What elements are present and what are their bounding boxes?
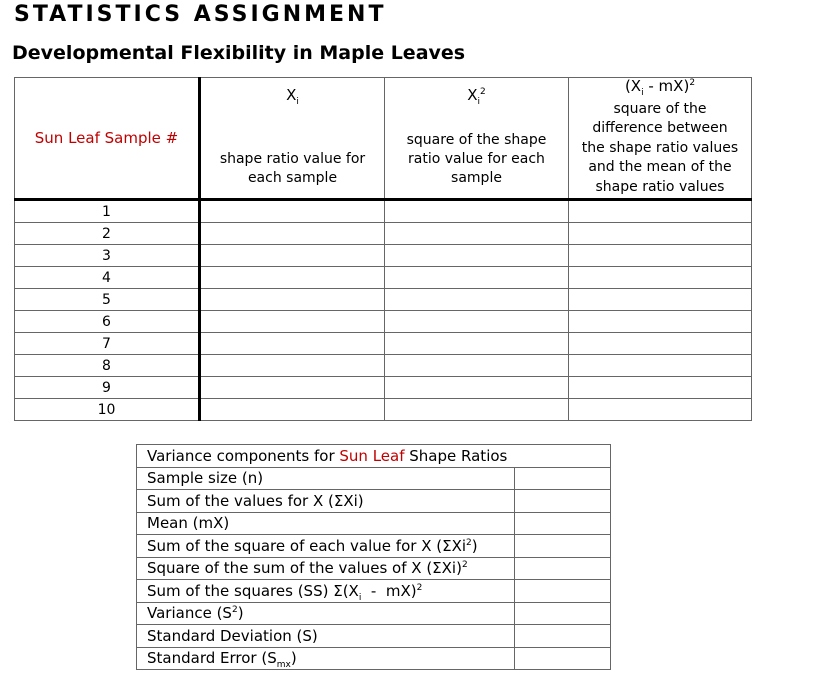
variance-row — [137, 490, 611, 513]
xi-cell[interactable] — [200, 311, 385, 333]
label-sum-values: Sum of the values for X (ΣXi) — [137, 490, 515, 513]
xi-symbol: $X_i$ — [286, 86, 299, 107]
deviation-squared-cell[interactable] — [569, 267, 752, 289]
value-cell-standard-deviation[interactable] — [515, 625, 611, 648]
table-row — [15, 223, 752, 245]
label-standard-error: Standard Error $(S_{mx})$ — [137, 647, 515, 670]
xi-squared-cell[interactable] — [385, 399, 569, 421]
variance-row — [137, 467, 611, 490]
deviation-squared-cell[interactable] — [569, 377, 752, 399]
sample-number: 9 — [15, 377, 200, 399]
label-mean: Mean (mX) — [137, 512, 515, 535]
header-sample-number: Sun Leaf Sample # — [15, 78, 200, 200]
xi-cell[interactable] — [200, 289, 385, 311]
xi-cell[interactable] — [200, 200, 385, 223]
variance-components-table — [136, 444, 611, 670]
value-cell-square-of-sum[interactable] — [515, 557, 611, 580]
sample-number: 6 — [15, 311, 200, 333]
table-row — [15, 377, 752, 399]
xi-cell[interactable] — [200, 223, 385, 245]
value-cell-sum-of-squares[interactable] — [515, 580, 611, 603]
xi-cell[interactable] — [200, 355, 385, 377]
table-row — [15, 289, 752, 311]
variance-row — [137, 602, 611, 625]
label-sum-square-each: Sum of the square of each value for X (ΣXi$^2$) — [137, 535, 515, 558]
xi-cell[interactable] — [200, 245, 385, 267]
table-row — [15, 245, 752, 267]
variance-row — [137, 512, 611, 535]
value-cell-variance[interactable] — [515, 602, 611, 625]
deviation-squared-cell[interactable] — [569, 333, 752, 355]
xi-squared-cell[interactable] — [385, 200, 569, 223]
deviation-squared-cell[interactable] — [569, 245, 752, 267]
page-title: STATISTICS ASSIGNMENT — [14, 2, 387, 27]
table-row — [15, 333, 752, 355]
variance-table-title: Variance components for Sun Leaf Shape Ratios — [137, 445, 611, 468]
variance-row — [137, 557, 611, 580]
table-row — [15, 355, 752, 377]
xi-squared-cell[interactable] — [385, 333, 569, 355]
deviation-squared-cell[interactable] — [569, 223, 752, 245]
variance-row — [137, 580, 611, 603]
xi-squared-cell[interactable] — [385, 245, 569, 267]
variance-row — [137, 535, 611, 558]
sample-number: 3 — [15, 245, 200, 267]
table-row — [15, 267, 752, 289]
table-row — [15, 399, 752, 421]
header-xi — [200, 78, 385, 200]
xi-description: shape ratio value for each sample — [219, 151, 366, 186]
sample-number: 4 — [15, 267, 200, 289]
xi-squared-cell[interactable] — [385, 377, 569, 399]
page-subtitle: Developmental Flexibility in Maple Leaves — [12, 42, 466, 64]
xi-squared-cell[interactable] — [385, 267, 569, 289]
xi-squared-symbol: $X_i^2$ — [467, 86, 486, 107]
xi-cell[interactable] — [200, 267, 385, 289]
header-deviation-squared — [569, 78, 752, 200]
label-variance: Variance $(S^2)$ — [137, 602, 515, 625]
sample-number: 2 — [15, 223, 200, 245]
sample-number: 7 — [15, 333, 200, 355]
label-sum-of-squares: Sum of the squares (SS) $\Sigma(X_i - mX)^2$ — [137, 580, 515, 603]
label-square-of-sum: Square of the sum of the values of X $(\Sigma Xi)^2$ — [137, 557, 515, 580]
variance-row — [137, 647, 611, 670]
xi-squared-description: square of the shape ratio value for each sample — [406, 132, 547, 186]
deviation-squared-cell[interactable] — [569, 200, 752, 223]
label-sample-size: Sample size (n) — [137, 467, 515, 490]
deviation-squared-cell[interactable] — [569, 289, 752, 311]
xi-cell[interactable] — [200, 377, 385, 399]
sun-leaf-data-table — [14, 77, 752, 421]
deviation-squared-symbol: $(X_i - mX)^2$ — [624, 77, 696, 98]
sample-number: 8 — [15, 355, 200, 377]
xi-cell[interactable] — [200, 399, 385, 421]
value-cell-sum-values[interactable] — [515, 490, 611, 513]
xi-squared-cell[interactable] — [385, 223, 569, 245]
xi-squared-cell[interactable] — [385, 289, 569, 311]
value-cell-standard-error[interactable] — [515, 647, 611, 670]
variance-row — [137, 625, 611, 648]
value-cell-sum-square-each[interactable] — [515, 535, 611, 558]
table-row — [15, 311, 752, 333]
sample-number: 10 — [15, 399, 200, 421]
xi-squared-cell[interactable] — [385, 311, 569, 333]
value-cell-sample-size[interactable] — [515, 467, 611, 490]
deviation-squared-cell[interactable] — [569, 399, 752, 421]
value-cell-mean[interactable] — [515, 512, 611, 535]
xi-cell[interactable] — [200, 333, 385, 355]
sample-number: 5 — [15, 289, 200, 311]
header-xi-squared — [385, 78, 569, 200]
table-row — [15, 200, 752, 223]
xi-squared-cell[interactable] — [385, 355, 569, 377]
deviation-squared-cell[interactable] — [569, 355, 752, 377]
deviation-squared-cell[interactable] — [569, 311, 752, 333]
sample-number: 1 — [15, 200, 200, 223]
label-standard-deviation: Standard Deviation (S) — [137, 625, 515, 648]
deviation-squared-description: square of the difference between the shape ratio values and the mean of the shape ratio values — [581, 100, 739, 195]
